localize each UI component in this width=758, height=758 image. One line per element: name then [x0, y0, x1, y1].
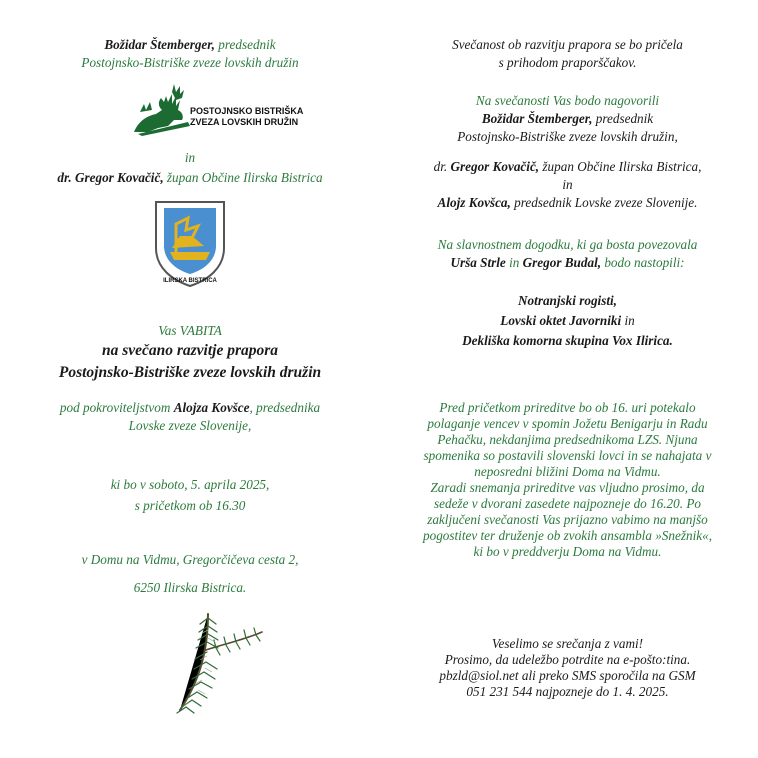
info-line: zaključeni svečanosti Vas prijazno vabimo na manjšo — [427, 512, 708, 527]
patron-line-2: Lovske zveze Slovenije, — [128, 418, 252, 433]
info-line: neposredni bližini Doma na Vidmu. — [474, 464, 661, 479]
hunters-union-logo — [128, 82, 308, 138]
info-line: sedeže v dvorani zasedete najpozneje do 16.20. Po — [434, 496, 701, 511]
info-line: spomenika so postavili slovenski lovci in se nahajata v — [423, 448, 712, 463]
performer-3 — [390, 333, 745, 349]
speaker3-role: predsednik Lovske zveze Slovenije. — [514, 195, 698, 210]
venue-line: v Domu na Vidmu, Gregorčičeva cesta 2, — [81, 552, 299, 567]
cohost-name: dr. Gregor Kovačič, — [57, 170, 164, 185]
performer-2-suffix: in — [624, 313, 635, 328]
performer-1-name: Notranjski rogisti, — [518, 293, 617, 308]
speakers-and-word: in — [562, 177, 573, 192]
speaker3-name: Alojz Kovšca, — [437, 195, 511, 210]
info-line: ki bo v preddverju Doma na Vidmu. — [473, 544, 662, 559]
performer-2-name: Lovski oktet Javorniki — [500, 313, 622, 328]
speaker1-org: Postojnsko-Bistriške zveze lovskih družin, — [457, 129, 678, 144]
speaker1-name: Božidar Štemberger, — [481, 111, 593, 126]
closing-paragraph — [390, 636, 745, 700]
host-org: Postojnsko-Bistriške zveze lovskih družin — [81, 55, 299, 70]
hosts-line-1: Na slavnostnem dogodku, ki ga bosta povezovala — [437, 237, 698, 252]
and-word: in — [184, 150, 196, 165]
speaker3-line — [390, 195, 745, 211]
logo-text-line2: ZVEZA LOVSKIH DRUŽIN — [190, 117, 299, 127]
info-paragraph — [390, 400, 745, 560]
host-join: in — [509, 255, 520, 270]
intro-line-2: s prihodom praporščakov. — [498, 55, 637, 70]
hosts-line-2 — [390, 255, 745, 271]
host-name: Božidar Štemberger, — [104, 37, 215, 52]
performer-2 — [390, 313, 745, 329]
host-line — [20, 37, 360, 53]
speakers-heading: Na svečanosti Vas bodo nagovorili — [475, 93, 660, 108]
crest-text: ILIRSKA BISTRICA — [163, 278, 217, 284]
closing-line: Veselimo se srečanja z vami! — [491, 636, 644, 651]
patron-line — [20, 400, 360, 416]
hosts-suffix: bodo nastopili: — [604, 255, 685, 270]
info-line: Zaradi snemanja prireditve vas vljudno prosimo, da — [430, 480, 705, 495]
info-line: Pred pričetkom prireditve bo ob 16. uri potekalo — [439, 400, 696, 415]
closing-line: 051 231 544 najpozneje do 1. 4. 2025. — [466, 684, 669, 699]
logo-text-line1: POSTOJNSKO BISTRIŠKA — [190, 106, 304, 116]
closing-line: pbzld@siol.net ali preko SMS sporočila na GSM — [439, 668, 696, 683]
info-line: pogostitev ter druženje ob zvokih ansambla »Snežnik«, — [423, 528, 712, 543]
info-line: Pehačku, nekdanjima predsednikoma LZS. Njuna — [437, 432, 698, 447]
speaker2-line — [390, 159, 745, 175]
cohost-line — [20, 170, 360, 186]
fir-branch-decoration — [150, 610, 270, 725]
municipality-crest — [152, 196, 228, 288]
performer-3-name: Dekliška komorna skupina Vox Ilirica. — [462, 333, 673, 348]
fir-branch-icon — [150, 610, 270, 725]
intro-line-1: Svečanost ob razvitju prapora se bo pričela — [452, 37, 683, 52]
speaker2-role: župan Občine Ilirska Bistrica, — [542, 159, 702, 174]
cohost-role: župan Občine Ilirska Bistrica — [166, 170, 323, 185]
speaker1-role: predsednik — [595, 111, 654, 126]
city-line: 6250 Ilirska Bistrica. — [133, 580, 247, 595]
host-b: Gregor Budal, — [522, 255, 602, 270]
host-a: Urša Strle — [450, 255, 506, 270]
info-line: polaganje vencev v spomin Jožetu Benigarju in Radu — [427, 416, 708, 431]
speaker1-line — [390, 111, 745, 127]
patron-prefix: pod pokroviteljstvom — [59, 400, 171, 415]
deer-logo-icon — [128, 82, 308, 138]
closing-line: Prosimo, da udeležbo potrdite na e-pošto:tina. — [444, 652, 691, 667]
crest-ship-icon — [152, 196, 228, 288]
title-line-1: na svečano razvitje prapora — [101, 342, 279, 359]
speaker2-name: Gregor Kovačič, — [450, 159, 540, 174]
speaker2-prefix: dr. — [433, 159, 448, 174]
patron-name: Alojza Kovšce — [173, 400, 250, 415]
date-line: ki bo v soboto, 5. aprila 2025, — [110, 477, 270, 492]
invite-line: Vas VABITA — [158, 323, 222, 338]
patron-suffix: , predsednika — [249, 400, 321, 415]
performer-1 — [390, 293, 745, 309]
title-line-2: Postojnsko-Bistriške zveze lovskih družin — [58, 364, 322, 381]
time-line: s pričetkom ob 16.30 — [134, 498, 246, 513]
host-role: predsednik — [218, 37, 276, 52]
